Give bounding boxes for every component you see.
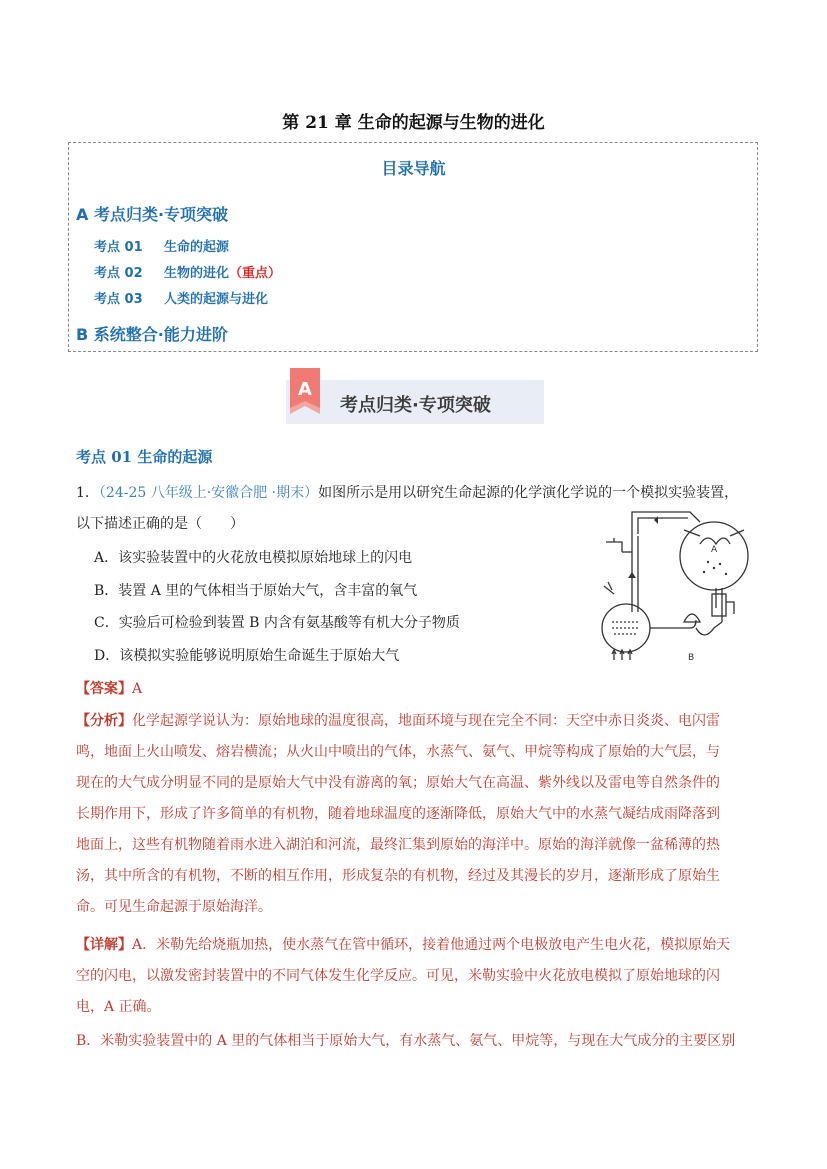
toc-item-note: （重点） — [229, 266, 282, 281]
analysis-line-2: 鸣，地面上火山喷发、熔岩横流；从火山中喷出的气体，水蒸气、氨气、甲烷等构成了原始的大气层，与 — [76, 744, 720, 760]
toc-section-b[interactable]: B 系统整合·能力进阶 — [76, 325, 228, 344]
figure-label-b: B — [688, 653, 695, 663]
toc-section-a[interactable]: A 考点归类·专项突破 — [76, 205, 229, 224]
toc-item-text: 生命的起源 — [164, 240, 230, 255]
analysis-line-7: 命。可见生命起源于原始海洋。 — [76, 899, 272, 915]
option-a: A．该实验装置中的火花放电模拟原始地球上的闪电 — [94, 550, 413, 566]
analysis-line-1 — [76, 710, 720, 730]
section-a-flag-icon — [290, 368, 320, 414]
analysis-line-3: 现在的大气成分明显不同的是原始大气中没有游离的氧；原始大气在高温、紫外线以及雷电等自然条件的 — [76, 775, 720, 791]
detail-line-4: B．米勒实验装置中的 A 里的气体相当于原始大气，有水蒸气、氨气、甲烷等，与现在大气成分的主要区别 — [76, 1033, 736, 1049]
answer-value: A — [132, 681, 143, 697]
analysis-line-6: 汤，其中所含的有机物，不断的相互作用，形成复杂的有机物，经过及其漫长的岁月，逐渐形成了原始生 — [76, 868, 720, 884]
answer-tag: 【答案】 — [76, 681, 132, 697]
chapter-title: 第 21 章 生命的起源与生物的进化 — [282, 113, 545, 133]
question-source: （24-25 八年级上·安徽合肥 ·期末） — [98, 485, 319, 501]
question-stem: 如图所示是用以研究生命起源的化学演化学说的一个模拟实验装置， — [318, 485, 739, 501]
answer-line — [76, 678, 142, 698]
question-stem-line-2: 以下描述正确的是（ ） — [76, 516, 244, 532]
question-number: 1． — [76, 485, 99, 501]
analysis-line-5: 地面上，这些有机物随着雨水进入湖泊和河流，最终汇集到原始的海洋中。原始的海洋就像一盆稀薄的热 — [76, 837, 720, 853]
detail-tag: 【详解】 — [76, 937, 132, 953]
banner-title: 考点归类·专项突破 — [340, 395, 491, 416]
toc-item-text: 生物的进化 — [164, 266, 230, 281]
option-d: D．该模拟实验能够说明原始生命诞生于原始大气 — [94, 648, 400, 664]
toc-item-code: 考点 02 — [94, 266, 143, 281]
toc-item-3[interactable] — [94, 288, 268, 307]
option-c: C．实验后可检验到装置 B 内含有氨基酸等有机大分子物质 — [94, 615, 460, 631]
detail-line-2: 空的闪电，以激发密封装置中的不同气体发生化学反应。可见，米勒实验中火花放电模拟了原始地球的闪 — [76, 968, 720, 984]
detail-line-1 — [76, 934, 730, 954]
detail-line-3: 电，A 正确。 — [76, 999, 161, 1015]
toc-item-text: 人类的起源与进化 — [164, 292, 269, 307]
option-b: B．装置 A 里的气体相当于原始大气，含丰富的氧气 — [94, 583, 418, 599]
question-stem-line-1 — [76, 482, 738, 502]
analysis-text: 化学起源学说认为：原始地球的温度很高，地面环境与现在完全不同：天空中赤日炎炎、电闪雷 — [132, 713, 720, 729]
detail-text: A．米勒先给烧瓶加热，使水蒸气在管中循环，接着他通过两个电极放电产生电火花，模拟原始天 — [132, 937, 731, 953]
figure-label-a: A — [711, 545, 718, 555]
toc-item-2[interactable] — [94, 262, 281, 281]
toc-item-1[interactable] — [94, 236, 229, 255]
analysis-tag: 【分析】 — [76, 713, 132, 729]
banner-letter: A — [298, 379, 312, 400]
toc-item-code: 考点 01 — [94, 240, 143, 255]
toc-heading: 目录导航 — [381, 159, 446, 178]
miller-experiment-figure — [584, 502, 760, 664]
kaodian-title: 考点 01 生命的起源 — [76, 448, 213, 466]
analysis-line-4: 长期作用下，形成了许多简单的有机物，随着地球温度的逐渐降低，原始大气中的水蒸气凝结成雨降落到 — [76, 806, 720, 822]
toc-item-code: 考点 03 — [94, 292, 143, 307]
